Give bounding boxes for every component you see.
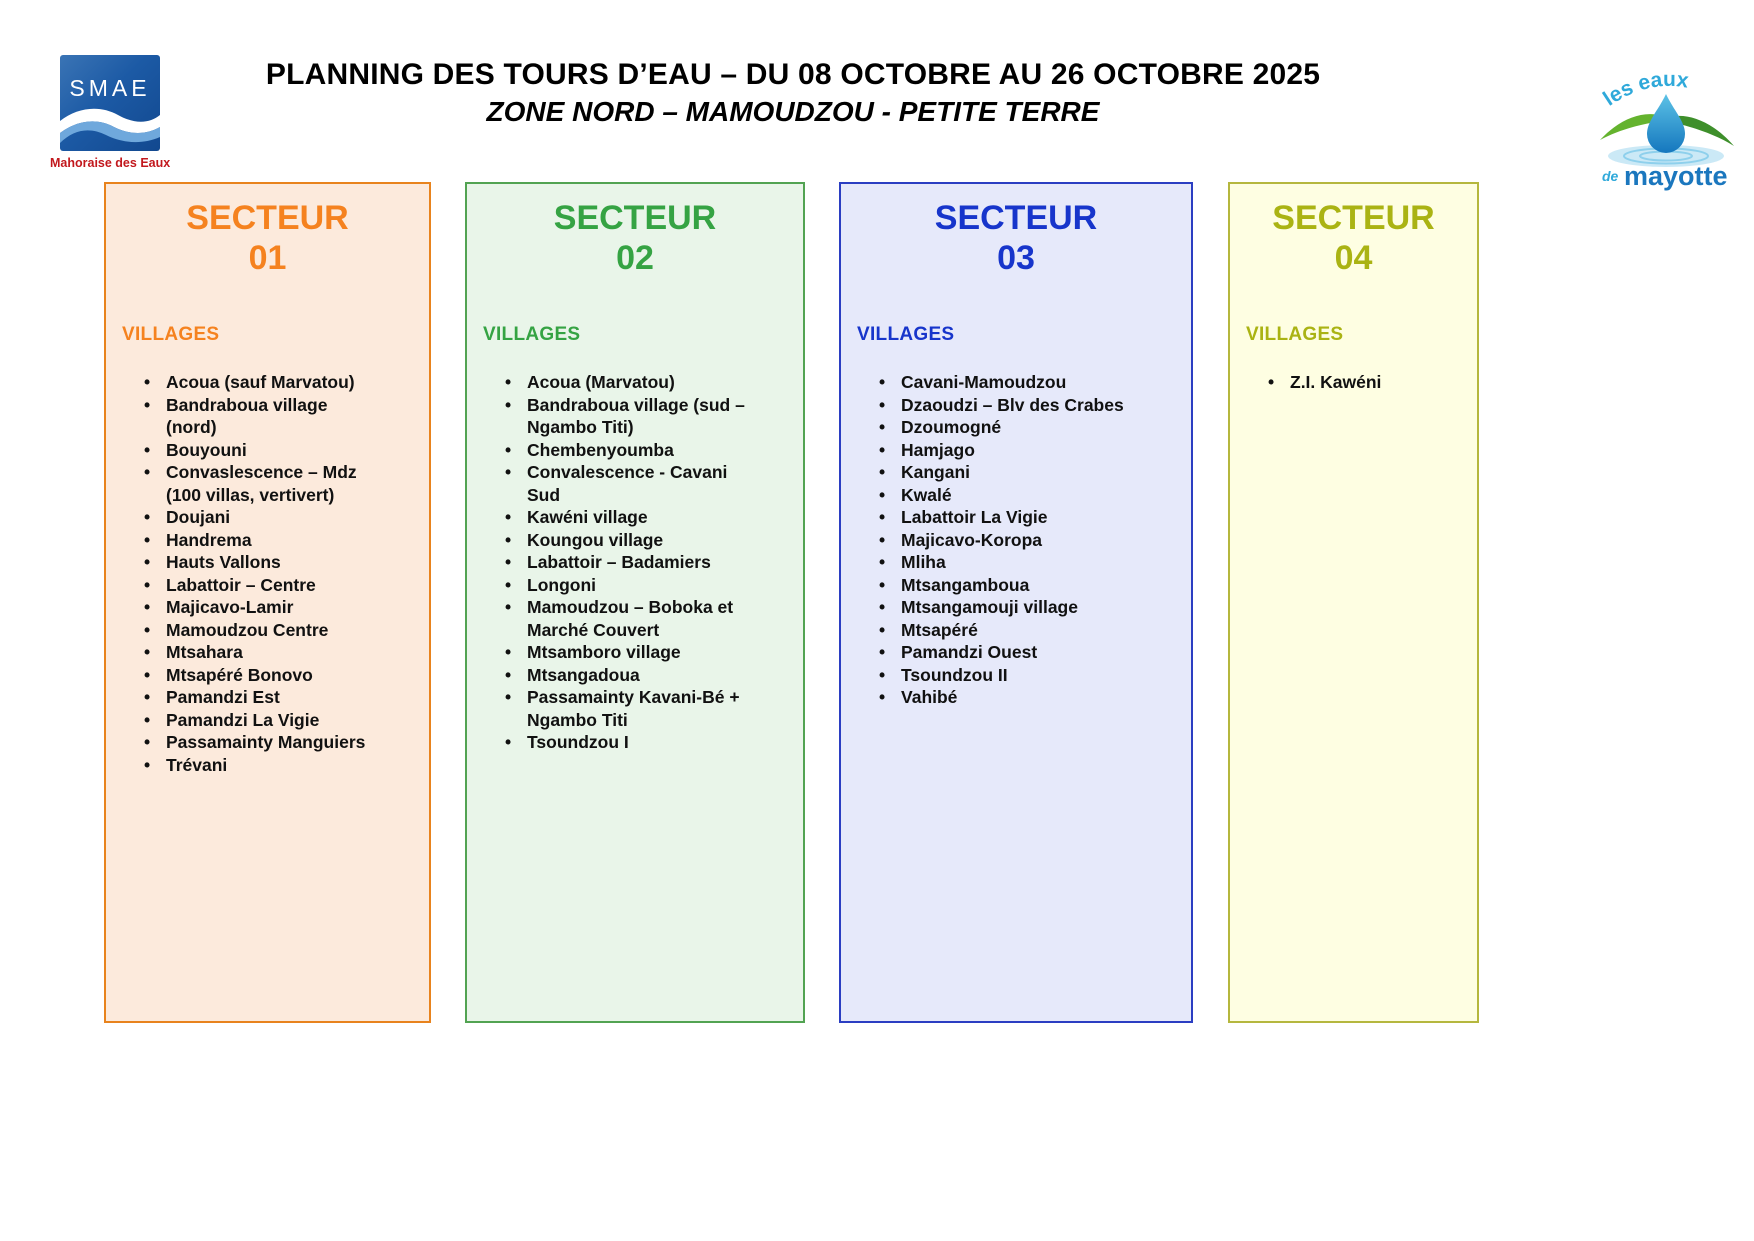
village-item: • Majicavo-Lamir — [120, 596, 415, 619]
village-item: • Trévani — [120, 754, 415, 777]
sector-title — [481, 198, 789, 278]
village-item: • Chembenyoumba — [481, 439, 789, 462]
sector-title — [1244, 198, 1463, 278]
eaux-logo-mayotte-text: mayotte — [1624, 161, 1728, 191]
village-item: • Convaslescence – Mdz (100 villas, vertivert) — [120, 461, 415, 506]
village-item: • Handrema — [120, 529, 415, 552]
sector-card-04 — [1228, 182, 1479, 1023]
sector-card-03 — [839, 182, 1193, 1023]
village-item: • Acoua (Marvatou) — [481, 371, 789, 394]
village-item: • Hamjago — [855, 439, 1177, 462]
villages-heading: VILLAGES — [122, 324, 220, 345]
page-title: PLANNING DES TOURS D’EAU – DU 08 OCTOBRE AU 26 OCTOBRE 2025 — [265, 58, 1321, 91]
sector-number: 04 — [1334, 239, 1373, 277]
village-item: • Mamoudzou – Boboka et Marché Couvert — [481, 596, 789, 641]
village-item: • Longoni — [481, 574, 789, 597]
village-item: • Mliha — [855, 551, 1177, 574]
village-item: • Z.I. Kawéni — [1244, 371, 1463, 394]
eaux-logo-de-text: de — [1602, 168, 1619, 184]
village-item: • Pamandzi La Vigie — [120, 709, 415, 732]
village-item: • Vahibé — [855, 686, 1177, 709]
village-item: • Cavani-Mamoudzou — [855, 371, 1177, 394]
village-item: • Pamandzi Ouest — [855, 641, 1177, 664]
village-item: • Mtsamboro village — [481, 641, 789, 664]
smae-logo — [50, 55, 170, 170]
sector-label: SECTEUR — [934, 199, 1098, 237]
smae-tagline: Mahoraise des Eaux — [50, 156, 171, 170]
village-item: • Tsoundzou I — [481, 731, 789, 754]
village-item: • Dzoumogné — [855, 416, 1177, 439]
village-list — [481, 371, 789, 754]
village-item: • Doujani — [120, 506, 415, 529]
village-item: • Koungou village — [481, 529, 789, 552]
village-item: • Bandraboua village (sud – Ngambo Titi) — [481, 394, 789, 439]
village-item: • Kangani — [855, 461, 1177, 484]
village-item: • Passamainty Manguiers — [120, 731, 415, 754]
village-item: • Labattoir – Centre — [120, 574, 415, 597]
village-item: • Mtsapéré Bonovo — [120, 664, 415, 687]
village-item: • Dzaoudzi – Blv des Crabes — [855, 394, 1177, 417]
village-item: • Labattoir – Badamiers — [481, 551, 789, 574]
village-item: • Kawéni village — [481, 506, 789, 529]
sector-card-02 — [465, 182, 805, 1023]
sector-number: 02 — [616, 239, 654, 277]
page-subtitle: ZONE NORD – MAMOUDZOU - PETITE TERRE — [486, 96, 1100, 127]
village-list — [120, 371, 415, 776]
smae-logo-text: SMAE — [69, 75, 151, 101]
eaux-logo-arc-text: les eaux — [1599, 67, 1691, 111]
village-item: • Tsoundzou II — [855, 664, 1177, 687]
sector-title — [855, 198, 1177, 278]
village-item: • Mamoudzou Centre — [120, 619, 415, 642]
sector-number: 03 — [997, 239, 1035, 277]
village-item: • Pamandzi Est — [120, 686, 415, 709]
village-item: • Passamainty Kavani-Bé + Ngambo Titi — [481, 686, 789, 731]
smae-logo-mark — [60, 55, 160, 151]
villages-heading: VILLAGES — [1246, 324, 1344, 345]
les-eaux-de-mayotte-logo-graphic — [1586, 50, 1746, 192]
village-item: • Mtsangadoua — [481, 664, 789, 687]
sector-title — [120, 198, 415, 278]
village-item: • Majicavo-Koropa — [855, 529, 1177, 552]
sector-card-01 — [104, 182, 431, 1023]
sector-label: SECTEUR — [1272, 199, 1435, 237]
village-item: • Convalescence - Cavani Sud — [481, 461, 789, 506]
village-item: • Mtsahara — [120, 641, 415, 664]
village-item: • Bandraboua village (nord) — [120, 394, 415, 439]
sector-number: 01 — [248, 239, 287, 277]
les-eaux-de-mayotte-logo — [1586, 50, 1746, 197]
sector-label: SECTEUR — [186, 199, 349, 237]
village-list — [1244, 371, 1463, 394]
svg-text:les eaux — [1599, 68, 1690, 111]
village-item: • Mtsapéré — [855, 619, 1177, 642]
water-drop-icon — [1647, 94, 1685, 153]
villages-heading: VILLAGES — [857, 324, 955, 345]
village-item: • Kwalé — [855, 484, 1177, 507]
village-item: • Labattoir La Vigie — [855, 506, 1177, 529]
village-item: • Mtsangamouji village — [855, 596, 1177, 619]
title-block — [200, 58, 1386, 128]
sector-label: SECTEUR — [553, 199, 717, 237]
smae-wave-icon — [60, 103, 160, 145]
village-list — [855, 371, 1177, 709]
village-item: • Hauts Vallons — [120, 551, 415, 574]
village-item: • Acoua (sauf Marvatou) — [120, 371, 415, 394]
villages-heading: VILLAGES — [483, 324, 581, 345]
village-item: • Mtsangamboua — [855, 574, 1177, 597]
village-item: • Bouyouni — [120, 439, 415, 462]
